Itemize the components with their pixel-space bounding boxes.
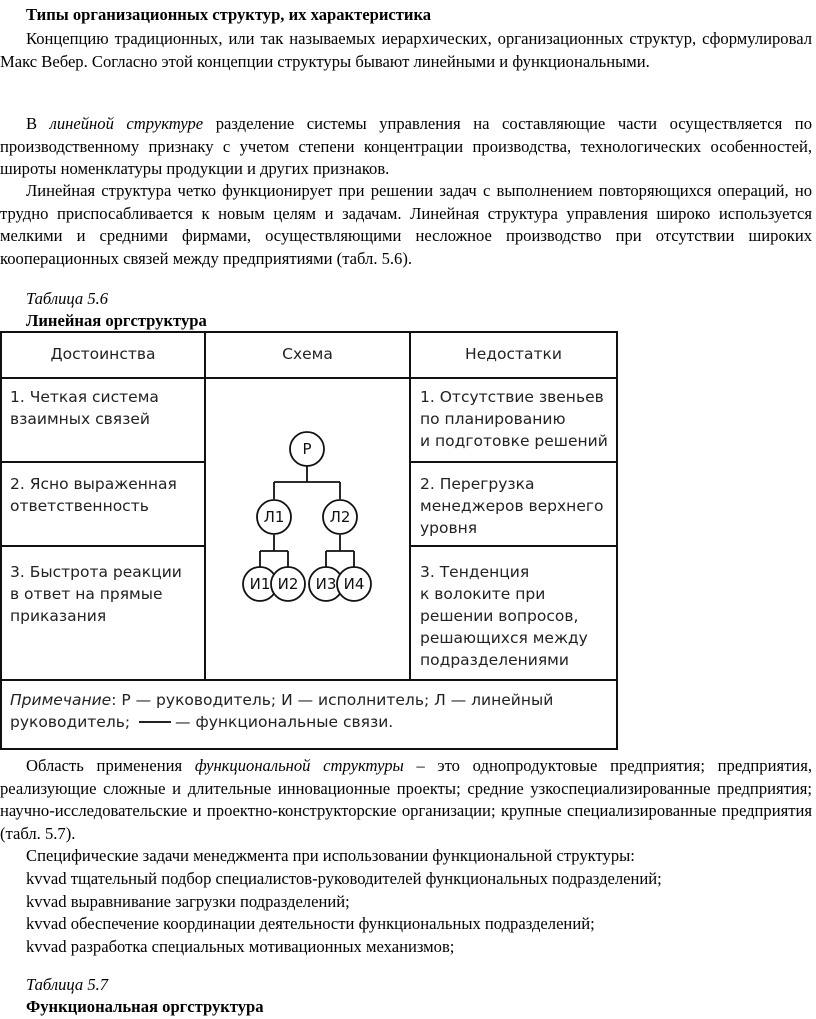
disadvantage-3-line-3: решении вопросов, <box>420 607 579 625</box>
paragraph-4 <box>0 755 812 845</box>
list-item: kvvad выравнивание загрузки подразделений; <box>26 891 350 911</box>
header-disadvantages: Недостатки <box>465 345 562 363</box>
table-5-6-caption: Таблица 5.6 <box>26 289 109 308</box>
header-advantages: Достоинства <box>50 345 156 363</box>
node-leaf-1-label: И1 <box>249 575 271 593</box>
paragraph-4-rest: – это однопродуктовые предприятия; предприятия, реализующие сложные и длительные инновационные проекты; средние узкоспециализированные предприятия; научно-исследовательские и проектно-конструкторские организации; крупные специализированные предприятия (табл. 5.7). <box>0 756 813 843</box>
table-5-7-caption: Таблица 5.7 <box>26 975 109 994</box>
paragraph-5: Специфические задачи менеджмента при использовании функциональной структуры: <box>26 846 635 865</box>
advantage-3-line-3: приказания <box>10 607 107 625</box>
table-5-7-title: Функциональная оргструктура <box>26 997 264 1016</box>
paragraph-2-rest: разделение системы управления на составляющие части осуществляется по производственному признаку с учетом степени концентрации производства, технологических особенностей, широты номенклатуры продукции и других признаков. <box>0 114 812 179</box>
disadvantage-2-line-1: 2. Перегрузка <box>420 475 535 493</box>
paragraph-1: Концепцию традиционных, или так называемых иерархических, организационных структур, сформулировал Макс Вебер. Согласно этой концепции структуры бывают линейными и функциональными. <box>0 29 812 71</box>
table-note <box>10 689 610 733</box>
disadvantage-2-line-3: уровня <box>420 519 478 537</box>
disadvantage-1 <box>420 386 608 452</box>
node-mid-1-label: Л1 <box>263 508 285 526</box>
advantage-3-line-2: в ответ на прямые <box>10 585 163 603</box>
disadvantage-2 <box>420 473 603 539</box>
node-leaf-4-label: И4 <box>343 575 365 593</box>
advantage-2 <box>10 473 177 517</box>
paragraph-2-prefix: В <box>26 114 50 133</box>
paragraph-2 <box>0 113 812 181</box>
advantage-3-line-1: 3. Быстрота реакции <box>10 563 182 581</box>
table-5-6-title: Линейная оргструктура <box>26 311 207 330</box>
node-root-label: Р <box>302 440 312 458</box>
disadvantage-3-line-5: подразделениями <box>420 651 569 669</box>
advantage-2-line-1: 2. Ясно выраженная <box>10 475 177 493</box>
list-item: kvvad обеспечение координации деятельности функциональных подразделений; <box>26 914 595 934</box>
node-leaf-2-label: И2 <box>277 575 299 593</box>
disadvantage-3-line-1: 3. Тенденция <box>420 563 530 581</box>
section-heading: Типы организационных структур, их характеристика <box>26 5 432 24</box>
advantage-1-line-1: 1. Четкая система <box>10 388 159 406</box>
list-item: kvvad тщательный подбор специалистов-руководителей функциональных подразделений; <box>26 869 662 888</box>
disadvantage-2-line-2: менеджеров верхнего <box>420 497 604 515</box>
disadvantage-1-line-2: по планированию <box>420 410 566 428</box>
term-linear-structure: линейной структуре <box>49 114 204 133</box>
node-leaf-3-label: И3 <box>315 575 337 593</box>
advantage-3 <box>10 561 182 627</box>
note-line-2b: — функциональные связи. <box>175 713 394 731</box>
advantage-1 <box>10 386 159 430</box>
hierarchy-scheme <box>206 379 409 679</box>
disadvantage-3-line-2: к волоките при <box>420 585 546 603</box>
term-functional-structure: функциональной структуры <box>194 756 404 775</box>
disadvantage-1-line-3: и подготовке решений <box>420 432 608 450</box>
disadvantage-1-line-1: 1. Отсутствие звеньев <box>420 388 604 406</box>
header-scheme: Схема <box>282 345 333 363</box>
disadvantage-3 <box>420 561 588 671</box>
paragraph-3: Линейная структура четко функционирует при решении задач с выполнением повторяющихся операций, но трудно приспосабливается к новым целям и задачам. Линейная структура управления широко используется мелкими и средними фирмами, осуществляющими несложное производство при отсутствии широких кооперационных связей между предприятиями (табл. 5.6). <box>0 181 812 268</box>
list-item: kvvad разработка специальных мотивационных механизмов; <box>26 936 455 956</box>
note-line-1: : Р — руководитель; И — исполнитель; Л — линейный <box>111 691 554 709</box>
disadvantage-3-line-4: решающихся между <box>420 629 588 647</box>
note-line-2a: руководитель; <box>10 713 136 731</box>
paragraph-4-prefix: Область применения <box>26 756 195 775</box>
tasks-list <box>26 868 662 958</box>
node-mid-2-label: Л2 <box>329 508 351 526</box>
advantage-1-line-2: взаимных связей <box>10 410 150 428</box>
advantage-2-line-2: ответственность <box>10 497 149 515</box>
linear-structure-table <box>0 331 618 750</box>
note-label: Примечание <box>10 691 112 709</box>
